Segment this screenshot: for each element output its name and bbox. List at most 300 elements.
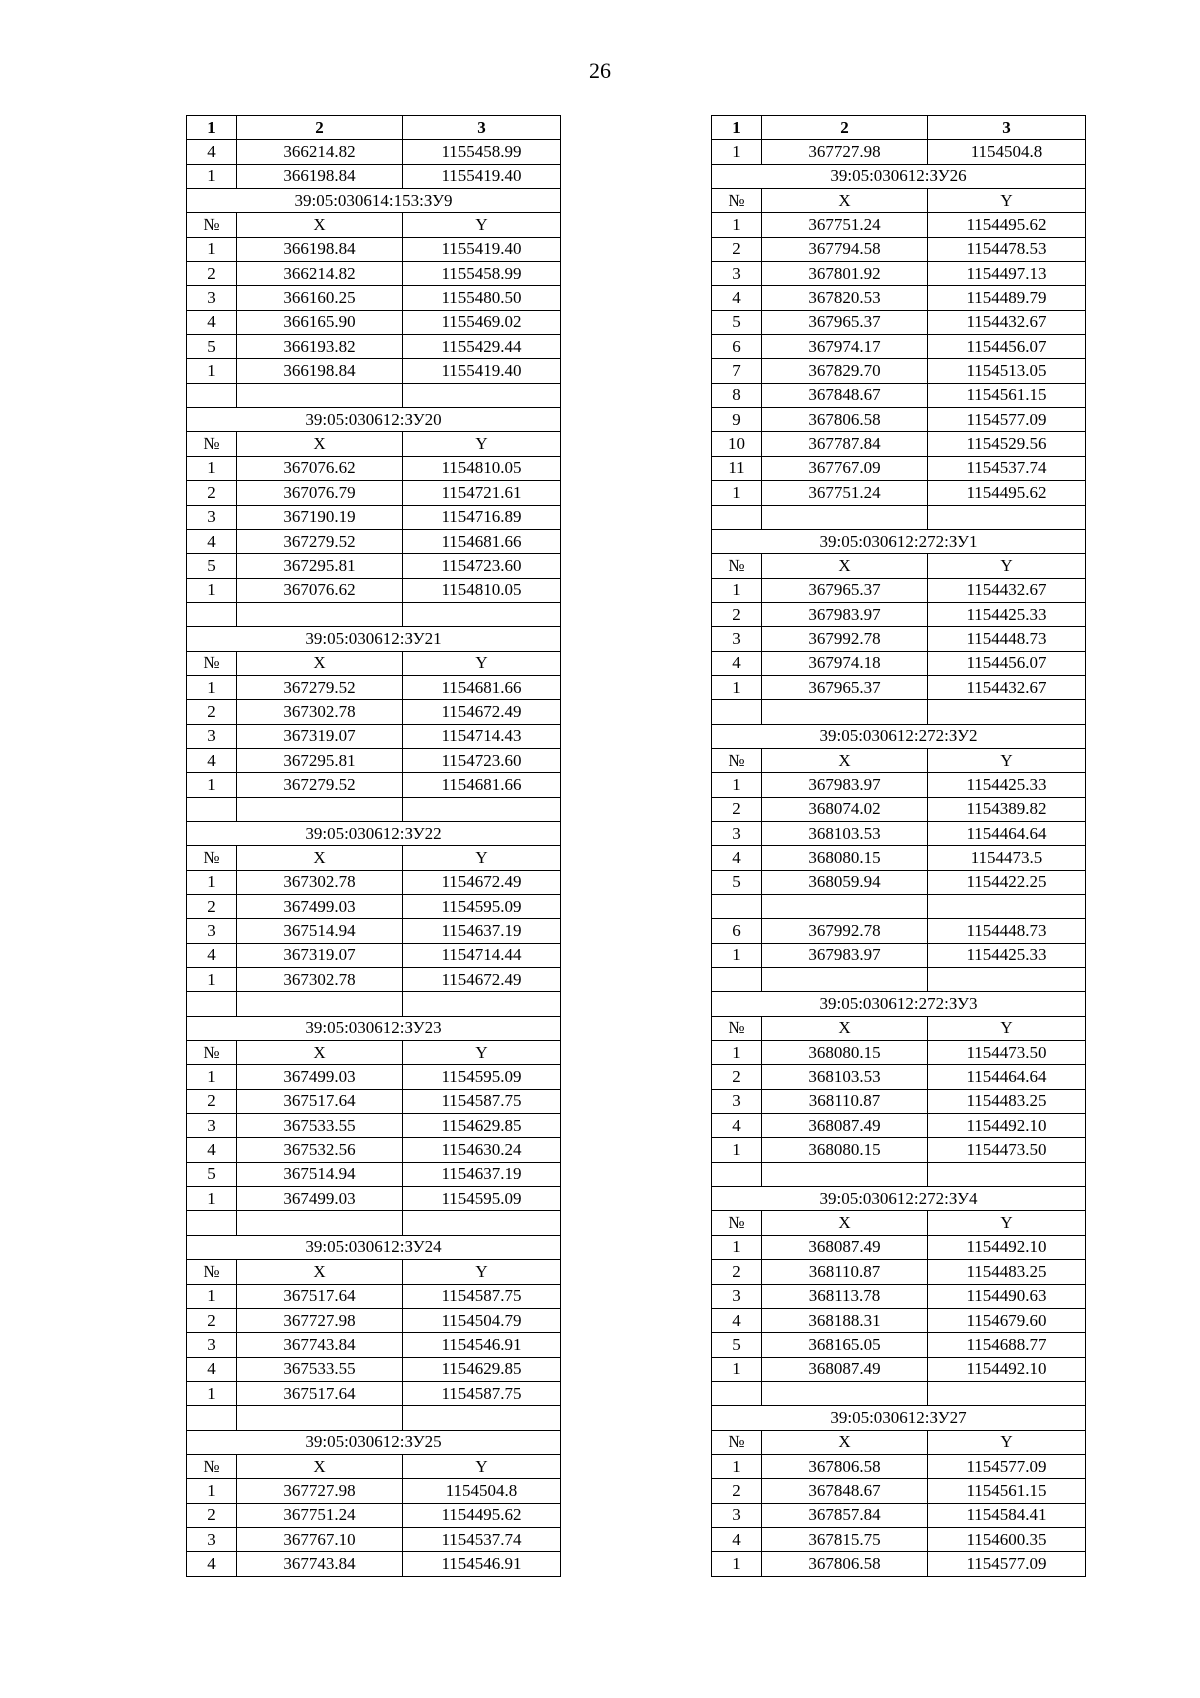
x-coordinate-cell: 367533.55 xyxy=(237,1114,403,1138)
x-coordinate-cell: 367767.10 xyxy=(237,1527,403,1551)
point-number-cell: 1 xyxy=(712,1454,762,1478)
x-coordinate-cell: 367983.97 xyxy=(762,773,928,797)
table-row xyxy=(187,1089,561,1113)
y-coordinate-cell: Y xyxy=(403,213,561,237)
y-coordinate-cell xyxy=(403,992,561,1016)
y-coordinate-cell: Y xyxy=(403,1041,561,1065)
point-number-cell: № xyxy=(187,1454,237,1478)
y-coordinate-cell: 1154422.25 xyxy=(928,870,1086,894)
y-coordinate-cell: 1154473.5 xyxy=(928,846,1086,870)
y-coordinate-cell: 1154577.09 xyxy=(928,1454,1086,1478)
table-row xyxy=(712,1503,1086,1527)
x-coordinate-cell: 368103.53 xyxy=(762,1065,928,1089)
point-number-cell: 2 xyxy=(187,700,237,724)
point-number-cell: 3 xyxy=(712,627,762,651)
y-coordinate-cell: 1154537.74 xyxy=(928,456,1086,480)
x-coordinate-cell: 367302.78 xyxy=(237,968,403,992)
table-row xyxy=(712,1527,1086,1551)
table-row xyxy=(712,919,1086,943)
x-coordinate-cell xyxy=(237,1406,403,1430)
point-number-cell: 2 xyxy=(187,1308,237,1332)
table-row xyxy=(187,578,561,602)
y-coordinate-cell: 1154721.61 xyxy=(403,481,561,505)
y-coordinate-cell: 1154681.66 xyxy=(403,773,561,797)
table-row xyxy=(712,700,1086,724)
point-number-cell: 3 xyxy=(712,1089,762,1113)
x-coordinate-cell: 367295.81 xyxy=(237,748,403,772)
y-coordinate-cell: 1154630.24 xyxy=(403,1138,561,1162)
point-number-cell: 3 xyxy=(187,505,237,529)
x-coordinate-cell: 367965.37 xyxy=(762,310,928,334)
parcel-cadastral-number: 39:05:030612:ЗУ24 xyxy=(187,1235,561,1259)
x-coordinate-cell: 367279.52 xyxy=(237,675,403,699)
x-coordinate-cell: 368087.49 xyxy=(762,1357,928,1381)
table-row xyxy=(712,748,1086,772)
y-coordinate-cell: 1154425.33 xyxy=(928,943,1086,967)
point-number-cell: 1 xyxy=(187,1479,237,1503)
point-number-cell xyxy=(712,505,762,529)
x-coordinate-cell: 367076.62 xyxy=(237,456,403,480)
x-coordinate-cell: 367514.94 xyxy=(237,919,403,943)
table-row xyxy=(712,1235,1086,1259)
x-coordinate-cell: 367514.94 xyxy=(237,1162,403,1186)
y-coordinate-cell: 1154714.43 xyxy=(403,724,561,748)
y-coordinate-cell: 1154483.25 xyxy=(928,1089,1086,1113)
x-coordinate-cell xyxy=(762,1381,928,1405)
y-coordinate-cell: Y xyxy=(928,1211,1086,1235)
parcel-cadastral-number: 39:05:030612:ЗУ26 xyxy=(712,164,1086,188)
table-row xyxy=(712,1284,1086,1308)
y-coordinate-cell xyxy=(403,602,561,626)
point-number-cell: 1 xyxy=(712,1138,762,1162)
point-number-cell: № xyxy=(187,1041,237,1065)
y-coordinate-cell: 1154629.85 xyxy=(403,1357,561,1381)
y-coordinate-cell xyxy=(403,1406,561,1430)
parcel-title-row xyxy=(712,164,1086,188)
y-coordinate-cell: 1154723.60 xyxy=(403,554,561,578)
point-number-cell: 4 xyxy=(187,748,237,772)
point-number-cell: № xyxy=(187,432,237,456)
y-coordinate-cell: 1154489.79 xyxy=(928,286,1086,310)
x-coordinate-cell: 368188.31 xyxy=(762,1308,928,1332)
x-coordinate-cell: 367727.98 xyxy=(237,1479,403,1503)
point-number-cell: 4 xyxy=(712,1114,762,1138)
y-coordinate-cell: Y xyxy=(928,189,1086,213)
page-number: 26 xyxy=(589,58,611,83)
parcel-title-row xyxy=(187,1016,561,1040)
table-row xyxy=(187,1406,561,1430)
y-coordinate-cell: 1154714.44 xyxy=(403,943,561,967)
table-row xyxy=(187,359,561,383)
x-coordinate-cell: 368087.49 xyxy=(762,1235,928,1259)
point-number-cell: № xyxy=(712,1430,762,1454)
point-number-cell: 1 xyxy=(712,1357,762,1381)
x-coordinate-cell: 367820.53 xyxy=(762,286,928,310)
x-coordinate-cell: X xyxy=(762,1016,928,1040)
y-coordinate-cell xyxy=(928,505,1086,529)
table-row xyxy=(187,310,561,334)
y-coordinate-cell: Y xyxy=(928,748,1086,772)
parcel-title-row xyxy=(712,1406,1086,1430)
y-coordinate-cell: Y xyxy=(928,1016,1086,1040)
point-number-cell: 11 xyxy=(712,456,762,480)
table-row xyxy=(187,1138,561,1162)
table-row xyxy=(187,529,561,553)
point-number-cell: 1 xyxy=(712,943,762,967)
point-number-cell: № xyxy=(187,1260,237,1284)
y-coordinate-cell: 1154492.10 xyxy=(928,1114,1086,1138)
point-number-cell: 4 xyxy=(712,651,762,675)
x-coordinate-cell: 367499.03 xyxy=(237,1065,403,1089)
y-coordinate-cell: 1154425.33 xyxy=(928,602,1086,626)
point-number-cell: 7 xyxy=(712,359,762,383)
table-row xyxy=(187,748,561,772)
y-coordinate-cell: 1154672.49 xyxy=(403,968,561,992)
point-number-cell: 9 xyxy=(712,408,762,432)
table-row xyxy=(712,262,1086,286)
table-row xyxy=(712,1211,1086,1235)
point-number-cell: 2 xyxy=(187,895,237,919)
table-row xyxy=(187,1284,561,1308)
x-coordinate-cell: 367983.97 xyxy=(762,602,928,626)
y-coordinate-cell: 1154490.63 xyxy=(928,1284,1086,1308)
table-row xyxy=(187,651,561,675)
y-coordinate-cell: 1154723.60 xyxy=(403,748,561,772)
y-coordinate-cell: 1154587.75 xyxy=(403,1089,561,1113)
point-number-cell: № xyxy=(712,189,762,213)
y-coordinate-cell: 1154495.62 xyxy=(403,1503,561,1527)
x-coordinate-cell: 366193.82 xyxy=(237,335,403,359)
parcel-cadastral-number: 39:05:030612:ЗУ22 xyxy=(187,821,561,845)
point-number-cell: 3 xyxy=(187,1333,237,1357)
point-number-cell: 4 xyxy=(187,1138,237,1162)
header-cell: 3 xyxy=(928,116,1086,140)
point-number-cell: 1 xyxy=(187,1284,237,1308)
table-row xyxy=(712,1260,1086,1284)
y-coordinate-cell: 1155458.99 xyxy=(403,140,561,164)
point-number-cell xyxy=(187,1406,237,1430)
y-coordinate-cell: Y xyxy=(403,1454,561,1478)
x-coordinate-cell: 368113.78 xyxy=(762,1284,928,1308)
point-number-cell: № xyxy=(187,846,237,870)
x-coordinate-cell: 367190.19 xyxy=(237,505,403,529)
point-number-cell: 2 xyxy=(712,1260,762,1284)
point-number-cell xyxy=(712,1381,762,1405)
x-coordinate-cell: 367848.67 xyxy=(762,383,928,407)
y-coordinate-cell: 1154464.64 xyxy=(928,1065,1086,1089)
x-coordinate-cell: 367801.92 xyxy=(762,262,928,286)
x-coordinate-cell: 367829.70 xyxy=(762,359,928,383)
x-coordinate-cell: 367992.78 xyxy=(762,627,928,651)
y-coordinate-cell: 1154473.50 xyxy=(928,1138,1086,1162)
parcel-title-row xyxy=(187,821,561,845)
y-coordinate-cell: 1154595.09 xyxy=(403,895,561,919)
y-coordinate-cell: 1154448.73 xyxy=(928,919,1086,943)
y-coordinate-cell: Y xyxy=(403,846,561,870)
x-coordinate-cell: 367857.84 xyxy=(762,1503,928,1527)
point-number-cell: 2 xyxy=(187,481,237,505)
table-row xyxy=(712,1357,1086,1381)
point-number-cell: 10 xyxy=(712,432,762,456)
point-number-cell xyxy=(187,1211,237,1235)
y-coordinate-cell: 1154432.67 xyxy=(928,675,1086,699)
table-header-row xyxy=(712,116,1086,140)
x-coordinate-cell: 367751.24 xyxy=(237,1503,403,1527)
point-number-cell xyxy=(187,602,237,626)
table-row xyxy=(712,578,1086,602)
point-number-cell: 3 xyxy=(187,1527,237,1551)
x-coordinate-cell: 367279.52 xyxy=(237,529,403,553)
x-coordinate-cell: 368080.15 xyxy=(762,1138,928,1162)
point-number-cell: 1 xyxy=(187,456,237,480)
x-coordinate-cell: 366198.84 xyxy=(237,164,403,188)
x-coordinate-cell xyxy=(237,992,403,1016)
x-coordinate-cell: 367532.56 xyxy=(237,1138,403,1162)
point-number-cell: 4 xyxy=(712,846,762,870)
y-coordinate-cell: 1154464.64 xyxy=(928,821,1086,845)
table-row xyxy=(187,1211,561,1235)
table-row xyxy=(187,213,561,237)
point-number-cell: 2 xyxy=(187,1089,237,1113)
table-row xyxy=(712,1041,1086,1065)
table-row xyxy=(712,651,1086,675)
y-coordinate-cell: 1154456.07 xyxy=(928,651,1086,675)
y-coordinate-cell: 1154595.09 xyxy=(403,1065,561,1089)
y-coordinate-cell: 1154681.66 xyxy=(403,675,561,699)
y-coordinate-cell: 1154595.09 xyxy=(403,1187,561,1211)
parcel-title-row xyxy=(187,1235,561,1259)
x-coordinate-cell: 367295.81 xyxy=(237,554,403,578)
table-row xyxy=(712,383,1086,407)
point-number-cell: № xyxy=(187,213,237,237)
table-row xyxy=(712,140,1086,164)
x-coordinate-cell: X xyxy=(762,189,928,213)
table-row xyxy=(187,943,561,967)
x-coordinate-cell: 368080.15 xyxy=(762,1041,928,1065)
table-row xyxy=(187,432,561,456)
point-number-cell: 2 xyxy=(712,237,762,261)
y-coordinate-cell: 1154529.56 xyxy=(928,432,1086,456)
y-coordinate-cell: Y xyxy=(403,1260,561,1284)
table-row xyxy=(712,1308,1086,1332)
table-row xyxy=(712,1430,1086,1454)
point-number-cell: 4 xyxy=(712,1308,762,1332)
parcel-title-row xyxy=(187,408,561,432)
table-row xyxy=(187,164,561,188)
y-coordinate-cell: 1154492.10 xyxy=(928,1357,1086,1381)
y-coordinate-cell: 1155480.50 xyxy=(403,286,561,310)
point-number-cell: 3 xyxy=(187,1114,237,1138)
table-row xyxy=(712,310,1086,334)
table-row xyxy=(187,1041,561,1065)
table-row xyxy=(187,237,561,261)
y-coordinate-cell: Y xyxy=(403,651,561,675)
parcel-cadastral-number: 39:05:030612:ЗУ25 xyxy=(187,1430,561,1454)
point-number-cell xyxy=(187,797,237,821)
parcel-title-row xyxy=(712,529,1086,553)
parcel-cadastral-number: 39:05:030612:ЗУ27 xyxy=(712,1406,1086,1430)
table-row xyxy=(712,432,1086,456)
x-coordinate-cell xyxy=(237,797,403,821)
table-row xyxy=(187,286,561,310)
x-coordinate-cell: 367319.07 xyxy=(237,724,403,748)
y-coordinate-cell: 1154432.67 xyxy=(928,310,1086,334)
x-coordinate-cell: 367974.18 xyxy=(762,651,928,675)
x-coordinate-cell: X xyxy=(762,1430,928,1454)
table-row xyxy=(712,1138,1086,1162)
point-number-cell: 1 xyxy=(712,675,762,699)
x-coordinate-cell: 366214.82 xyxy=(237,262,403,286)
table-row xyxy=(187,1357,561,1381)
x-coordinate-cell: 367302.78 xyxy=(237,870,403,894)
header-cell: 2 xyxy=(237,116,403,140)
x-coordinate-cell: X xyxy=(762,1211,928,1235)
point-number-cell: № xyxy=(712,554,762,578)
point-number-cell: 3 xyxy=(187,724,237,748)
table-row xyxy=(712,895,1086,919)
table-row xyxy=(712,1333,1086,1357)
point-number-cell: 5 xyxy=(187,1162,237,1186)
y-coordinate-cell: 1154495.62 xyxy=(928,213,1086,237)
point-number-cell: 2 xyxy=(712,1065,762,1089)
x-coordinate-cell xyxy=(762,700,928,724)
table-row xyxy=(187,1260,561,1284)
parcel-cadastral-number: 39:05:030612:272:ЗУ4 xyxy=(712,1187,1086,1211)
y-coordinate-cell: 1154672.49 xyxy=(403,700,561,724)
table-row xyxy=(712,846,1086,870)
table-row xyxy=(187,1552,561,1576)
x-coordinate-cell xyxy=(762,895,928,919)
x-coordinate-cell: 367965.37 xyxy=(762,578,928,602)
point-number-cell: 2 xyxy=(712,797,762,821)
table-row xyxy=(712,1479,1086,1503)
y-coordinate-cell: 1154537.74 xyxy=(403,1527,561,1551)
x-coordinate-cell: 367279.52 xyxy=(237,773,403,797)
point-number-cell: 1 xyxy=(187,1065,237,1089)
table-row xyxy=(712,675,1086,699)
point-number-cell: № xyxy=(712,1016,762,1040)
table-row xyxy=(187,724,561,748)
x-coordinate-cell: 367806.58 xyxy=(762,408,928,432)
x-coordinate-cell: 367076.62 xyxy=(237,578,403,602)
point-number-cell: № xyxy=(187,651,237,675)
y-coordinate-cell: 1154448.73 xyxy=(928,627,1086,651)
table-row xyxy=(187,383,561,407)
table-row xyxy=(712,213,1086,237)
point-number-cell: 5 xyxy=(187,554,237,578)
table-row xyxy=(187,675,561,699)
point-number-cell: 1 xyxy=(187,675,237,699)
y-coordinate-cell xyxy=(403,1211,561,1235)
y-coordinate-cell: 1154497.13 xyxy=(928,262,1086,286)
point-number-cell: 1 xyxy=(187,359,237,383)
x-coordinate-cell xyxy=(762,1162,928,1186)
y-coordinate-cell: 1154681.66 xyxy=(403,529,561,553)
table-header-row xyxy=(187,116,561,140)
x-coordinate-cell: 368087.49 xyxy=(762,1114,928,1138)
x-coordinate-cell: 367787.84 xyxy=(762,432,928,456)
table-row xyxy=(187,919,561,943)
point-number-cell: 1 xyxy=(187,1187,237,1211)
point-number-cell: 5 xyxy=(712,870,762,894)
point-number-cell: 1 xyxy=(712,213,762,237)
x-coordinate-cell: 367727.98 xyxy=(762,140,928,164)
point-number-cell: 3 xyxy=(712,821,762,845)
table-row xyxy=(187,1381,561,1405)
x-coordinate-cell xyxy=(237,602,403,626)
x-coordinate-cell: 367517.64 xyxy=(237,1284,403,1308)
x-coordinate-cell: 366198.84 xyxy=(237,359,403,383)
point-number-cell: 3 xyxy=(187,286,237,310)
x-coordinate-cell: 367517.64 xyxy=(237,1381,403,1405)
x-coordinate-cell: 368165.05 xyxy=(762,1333,928,1357)
table-row xyxy=(712,1162,1086,1186)
y-coordinate-cell: 1154561.15 xyxy=(928,1479,1086,1503)
table-row xyxy=(712,286,1086,310)
table-row xyxy=(712,1454,1086,1478)
y-coordinate-cell: 1154672.49 xyxy=(403,870,561,894)
point-number-cell xyxy=(712,700,762,724)
point-number-cell: 2 xyxy=(712,1479,762,1503)
y-coordinate-cell: 1154577.09 xyxy=(928,408,1086,432)
point-number-cell: 5 xyxy=(187,335,237,359)
parcel-title-row xyxy=(712,1187,1086,1211)
y-coordinate-cell: 1155419.40 xyxy=(403,237,561,261)
point-number-cell: 5 xyxy=(712,310,762,334)
point-number-cell: 3 xyxy=(187,919,237,943)
point-number-cell: 2 xyxy=(187,262,237,286)
y-coordinate-cell xyxy=(403,383,561,407)
x-coordinate-cell: 366165.90 xyxy=(237,310,403,334)
table-row xyxy=(187,1454,561,1478)
x-coordinate-cell: 367751.24 xyxy=(762,481,928,505)
point-number-cell: 1 xyxy=(187,1381,237,1405)
table-row xyxy=(187,456,561,480)
point-number-cell: 1 xyxy=(712,140,762,164)
table-row xyxy=(187,700,561,724)
y-coordinate-cell: 1154561.15 xyxy=(928,383,1086,407)
x-coordinate-cell: 367815.75 xyxy=(762,1527,928,1551)
y-coordinate-cell: 1155429.44 xyxy=(403,335,561,359)
point-number-cell xyxy=(712,1162,762,1186)
x-coordinate-cell: 366160.25 xyxy=(237,286,403,310)
table-row xyxy=(712,481,1086,505)
y-coordinate-cell: 1154637.19 xyxy=(403,1162,561,1186)
y-coordinate-cell: 1154629.85 xyxy=(403,1114,561,1138)
table-row xyxy=(187,773,561,797)
table-row xyxy=(187,1527,561,1551)
y-coordinate-cell: 1154432.67 xyxy=(928,578,1086,602)
point-number-cell: 4 xyxy=(187,529,237,553)
point-number-cell: 1 xyxy=(712,578,762,602)
x-coordinate-cell: 367965.37 xyxy=(762,675,928,699)
y-coordinate-cell: 1154600.35 xyxy=(928,1527,1086,1551)
table-row xyxy=(187,505,561,529)
table-row xyxy=(187,335,561,359)
x-coordinate-cell: 366198.84 xyxy=(237,237,403,261)
x-coordinate-cell: X xyxy=(237,213,403,237)
point-number-cell: 4 xyxy=(712,286,762,310)
table-row xyxy=(712,797,1086,821)
table-row xyxy=(712,627,1086,651)
point-number-cell: 4 xyxy=(187,943,237,967)
x-coordinate-cell: X xyxy=(237,1041,403,1065)
table-row xyxy=(187,1308,561,1332)
x-coordinate-cell: 367751.24 xyxy=(762,213,928,237)
y-coordinate-cell xyxy=(928,1381,1086,1405)
point-number-cell: 4 xyxy=(187,1357,237,1381)
point-number-cell: 6 xyxy=(712,919,762,943)
